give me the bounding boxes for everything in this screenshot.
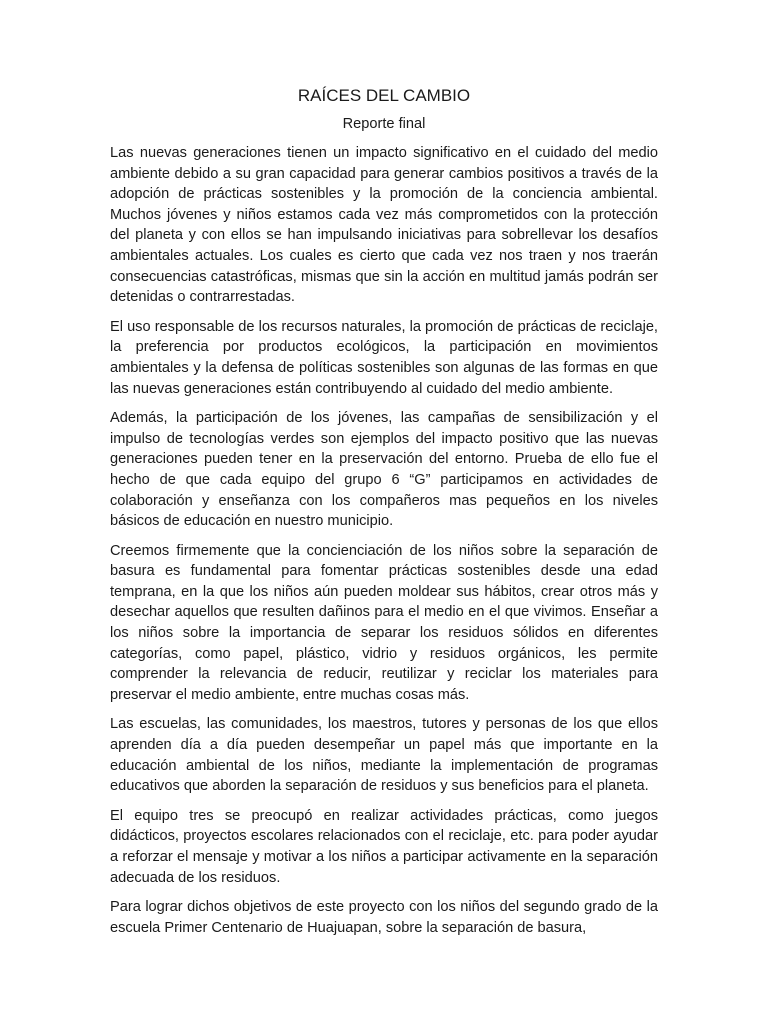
paragraph-3: Además, la participación de los jóvenes, las campañas de sensibilización y el impulso de tecnologías verdes son ejemplos del impacto positivo que las nuevas generaciones pueden tener en la preservación del entorno. Prueba de ello fue el hecho de que cada equipo del grupo 6 “G” participamos en actividades de colaboración y enseñanza con los compañeros mas pequeños en los niveles básicos de educación en nuestro municipio. <box>110 410 658 530</box>
paragraph-4: Creemos firmemente que la concienciación de los niños sobre la separación de basura es fundamental para fomentar prácticas sostenibles desde una edad temprana, en la que los niños aún pueden moldear sus hábitos, crear otros más y desechar aquellos que resulten dañinos para el medio en el que vivimos. Enseñar a los niños sobre la importancia de separar los residuos sólidos en diferentes categorías, como papel, plástico, vidrio y residuos orgánicos, les permite comprender la relevancia de reducir, reutilizar y reciclar los materiales para preservar el medio ambiente, entre muchas cosas más. <box>110 542 658 703</box>
document-body <box>110 84 658 947</box>
paragraph-1: Las nuevas generaciones tienen un impacto significativo en el cuidado del medio ambiente debido a su gran capacidad para generar cambios positivos a través de la adopción de prácticas sostenibles y la promoción de la conciencia ambiental. Muchos jóvenes y niños estamos cada vez más comprometidos con la protección del planeta y con ellos se han impulsando iniciativas para sobrellevar los desafíos ambientales actuales. Los cuales es cierto que cada vez nos traen y nos traerán consecuencias catastróficas, mismas que sin la acción en multitud jamás podrán ser detenidas o contrarrestadas. <box>110 145 658 306</box>
paragraph-2: El uso responsable de los recursos naturales, la promoción de prácticas de reciclaje, la preferencia por productos ecológicos, la participación en movimientos ambientales y la defensa de políticas sostenibles son algunas de las formas en que las nuevas generaciones están contribuyendo al cuidado del medio ambiente. <box>110 318 658 397</box>
paragraph-6: El equipo tres se preocupó en realizar actividades prácticas, como juegos didácticos, proyectos escolares relacionados con el reciclaje, etc. para poder ayudar a reforzar el mensaje y motivar a los niños a participar activamente en la separación adecuada de los residuos. <box>110 807 658 886</box>
paragraph-7: Para lograr dichos objetivos de este proyecto con los niños del segundo grado de la escuela Primer Centenario de Huajuapan, sobre la separación de basura, <box>110 899 658 936</box>
document-subtitle: Reporte final <box>342 116 426 132</box>
document-title: RAÍCES DEL CAMBIO <box>297 86 471 105</box>
paragraph-5: Las escuelas, las comunidades, los maestros, tutores y personas de los que ellos aprenden día a día pueden desempeñar un papel más que importante en la educación ambiental de los niños, mediante la implementación de programas educativos que aborden la separación de residuos y sus beneficios para el planeta. <box>110 716 658 795</box>
